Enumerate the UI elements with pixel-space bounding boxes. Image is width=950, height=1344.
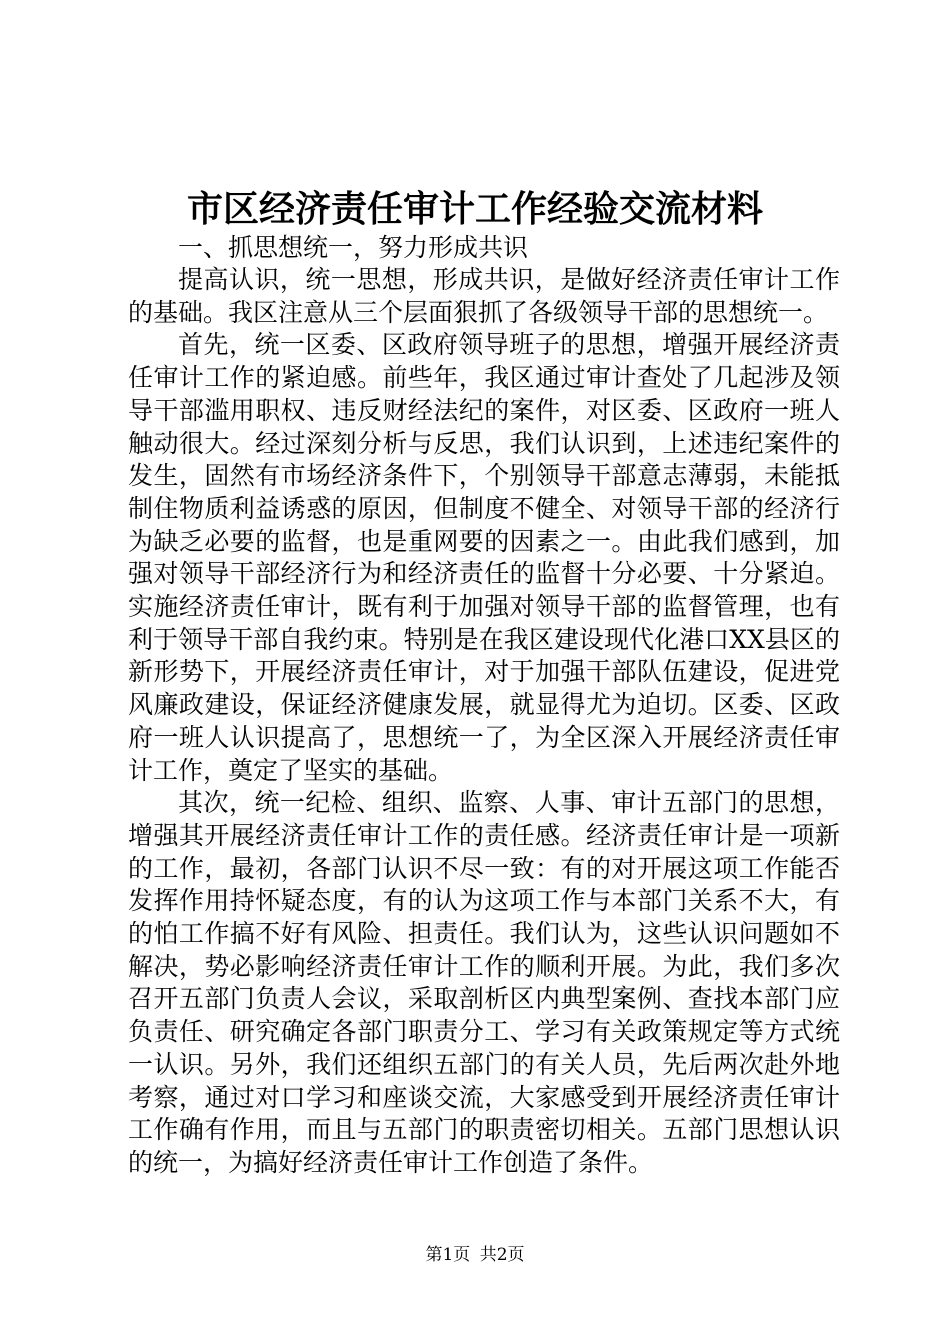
page-number: 第1页 [425,1245,471,1265]
document-body [128,232,840,1180]
paragraph-first: 首先，统一区委、区政府领导班子的思想，增强开展经济责任审计工作的紧迫感。前些年，我区通过审计查处了几起涉及领导干部滥用职权、违反财经法纪的案件，对区委、区政府一班人触动很大。经过深刻分析与反思，我们认识到，上述违纪案件的发生，固然有市场经济条件下，个别领导干部意志薄弱，未能抵制住物质利益诱惑的原因，但制度不健全、对领导干部的经济行为缺乏必要的监督，也是重网要的因素之一。由此我们感到，加强对领导干部经济行为和经济责任的监督十分必要、十分紧迫。实施经济责任审计，既有利于加强对领导干部的监督管理，也有利于领导干部自我约束。特别是在我区建设现代化港口XX县区的新形势下，开展经济责任审计，对于加强干部队伍建设，促进党风廉政建设，保证经济健康发展，就显得尤为迫切。区委、区政府一班人认识提高了，思想统一了，为全区深入开展经济责任审计工作，奠定了坚实的基础。 [128,330,840,785]
page-total: 共2页 [479,1245,525,1265]
page-footer [0,1243,950,1267]
paragraph-intro: 提高认识，统一思想，形成共识，是做好经济责任审计工作的基础。我区注意从三个层面狠抓了各级领导干部的思想统一。 [128,265,840,327]
document-title: 市区经济责任审计工作经验交流材料 [186,188,763,230]
paragraph-second: 其次，统一纪检、组织、监察、人事、审计五部门的思想，增强其开展经济责任审计工作的责任感。经济责任审计是一项新的工作，最初，各部门认识不尽一致：有的对开展这项工作能否发挥作用持怀疑态度，有的认为这项工作与本部门关系不大，有的怕工作搞不好有风险、担责任。我们认为，这些认识问题如不解决，势必影响经济责任审计工作的顺利开展。为此，我们多次召开五部门负责人会议，采取剖析区内典型案例、查找本部门应负责任、研究确定各部门职责分工、学习有关政策规定等方式统一认识。另外，我们还组织五部门的有关人员，先后两次赴外地考察，通过对口学习和座谈交流，大家感受到开展经济责任审计工作确有作用，而且与五部门的职责密切相关。五部门思想认识的统一，为搞好经济责任审计工作创造了条件。 [128,788,840,1177]
section-heading: 一、抓思想统一，努力形成共识 [178,233,529,262]
